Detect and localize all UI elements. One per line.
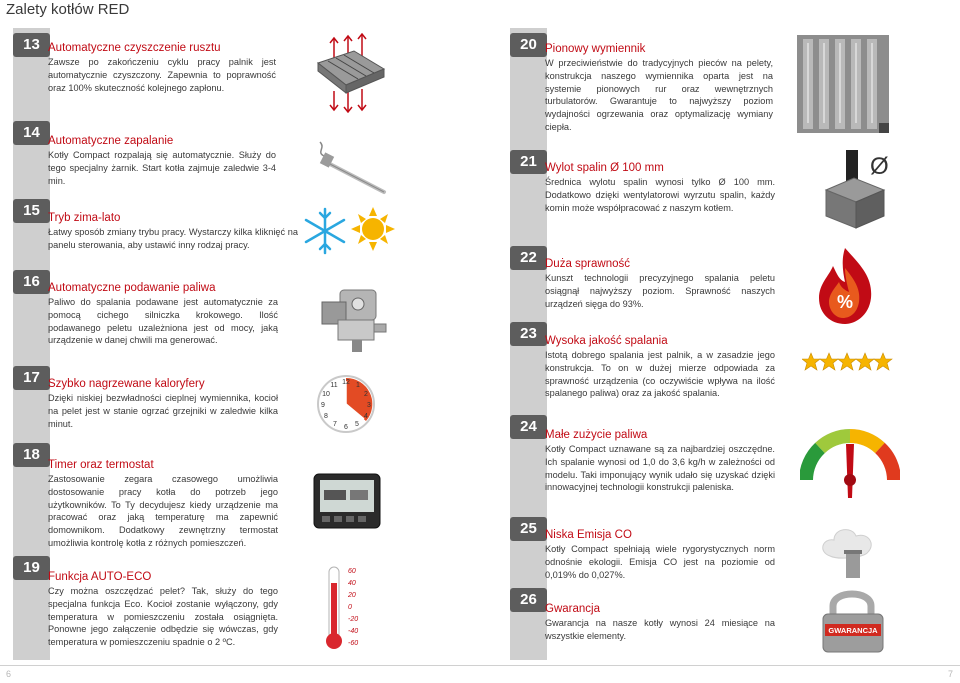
item-title: Gwarancja [545, 603, 600, 615]
scale-label: 40 [348, 580, 356, 587]
percent-symbol: % [836, 292, 854, 312]
item-body: W przeciwieństwie do tradycyjnych pieców na pelety, konstrukcja naszego wymiennika oparta jest na systemie pionowych rur oraz wewnętrznych turbulatorów. Gwarantuje to najwyższy poziom wydajności ogrzewania oraz optymalizację wymiany ciepła. [545, 58, 773, 132]
item-title: Małe zużycie paliwa [545, 429, 648, 441]
item-body: Kotły Compact spełniają wiele rygorystycznych norm odnośnie ekologii. Emisja CO jest na poziomie od 0,019% do 0,027%. [545, 544, 775, 580]
item-title: Automatyczne czyszczenie rusztu [48, 42, 221, 54]
scale-label: 0 [348, 604, 352, 611]
burner-grate-icon [310, 33, 390, 113]
scale-label: -60 [348, 640, 359, 647]
item-number: 21 [510, 150, 547, 174]
item-title: Niska Emisja CO [545, 529, 632, 541]
footer-divider [0, 665, 960, 666]
page-title: Zalety kotłów RED [6, 1, 130, 18]
item-title: Duża sprawność [545, 258, 631, 270]
item-title: Automatyczne zapalanie [48, 135, 174, 147]
item-body: Łatwy sposób zmiany trybu pracy. Wystarczy kilka kliknięć na panelu sterowania, aby ustawić inny rodzaj pracy. [48, 227, 298, 250]
heat-exchanger-icon [795, 33, 895, 137]
clock-number: 7 [333, 421, 337, 428]
item-body: Zastosowanie zegara czasowego umożliwia dostosowanie pracy kotła do potrzeb jego użytkowników. To Ty decydujesz kiedy urządzenie ma pracować oraz jaką temperaturę ma zapewnić domownikom. Dodatkowy zewnętrzny termostat umożliwia kontrolę kotła z różnych pomieszczeń. [48, 474, 278, 548]
item-title: Szybko nagrzewane kaloryfery [48, 378, 205, 390]
item-number: 25 [510, 517, 547, 541]
clock-icon [316, 374, 376, 434]
clock-number: 1 [356, 382, 360, 389]
item-number: 22 [510, 246, 547, 270]
item-number: 18 [13, 443, 50, 467]
page-number-right: 7 [948, 669, 954, 679]
padlock-label: GWARANCJA [828, 626, 878, 635]
item-number: 23 [510, 322, 547, 346]
item-body: Dzięki niskiej bezwładności cieplnej wymiennika, kocioł na pelet jest w stanie ogrzać grzejniki w zaledwie kilka minut. [48, 393, 278, 429]
page-number-left: 6 [6, 669, 12, 679]
item-body: Czy można oszczędzać pelet? Tak, służy do tego specjalna funkcja Eco. Kocioł zostanie wyłączony, gdy temperatura w pomieszczeniu została osiągnięta. Ponowne jego załączenie odbędzie się wówczas, gdy temperatura w pomieszczeniu spadnie o 2 ºC. [48, 586, 278, 648]
item-body: Istotą dobrego spalania jest palnik, a w zasadzie jego konstrukcja. To on w dużej mierze odpowiada za sprawność urządzenia (co oczywiście wpływa na ilość spalanego paliwa) oraz za jakość spalania. [545, 350, 775, 399]
item-number: 24 [510, 415, 547, 439]
item-number: 26 [510, 588, 547, 612]
thermostat-icon [312, 470, 382, 532]
item-number: 14 [13, 121, 50, 145]
clock-number: 3 [367, 402, 371, 409]
clock-number: 10 [322, 391, 330, 398]
flue-symbol: Ø [870, 153, 889, 180]
item-title: Tryb zima-lato [48, 212, 121, 224]
item-body: Paliwo do spalania podawane jest automatycznie za pomocą cichego silniczka krokowego. Ilość podawanego peletu uzależniona jest od mocy, jaką urządzenie w danej chwili ma generować. [48, 297, 278, 346]
item-title: Timer oraz termostat [48, 459, 154, 471]
clock-number: 12 [342, 379, 350, 386]
stars-icon [802, 352, 894, 374]
item-body: Gwarancja na nasze kotły wynosi 24 miesiące na wszystkie elementy. [545, 618, 775, 641]
item-title: Pionowy wymiennik [545, 43, 646, 55]
item-number: 15 [13, 199, 50, 223]
clock-number: 2 [364, 391, 368, 398]
item-body: Średnica wylotu spalin wynosi tylko Ø 100 mm. Dodatkowo dzięki wentylatorowi wyrzutu spalin, każdy komin może współpracować z naszym kotłem. [545, 177, 775, 213]
item-title: Wylot spalin Ø 100 mm [545, 162, 664, 174]
item-body: Zawsze po zakończeniu cyklu pracy palnik jest automatycznie czyszczony. Zapewnia to poprawność oraz 100% skuteczność kolejnego zapłonu. [48, 57, 276, 93]
item-number: 19 [13, 556, 50, 580]
scale-label: -40 [348, 628, 359, 635]
item-title: Automatyczne podawanie paliwa [48, 282, 216, 294]
item-number: 13 [13, 33, 50, 57]
scale-label: 20 [348, 592, 356, 599]
item-number: 16 [13, 270, 50, 294]
item-title: Wysoka jakość spalania [545, 335, 668, 347]
emission-chimney-icon [808, 516, 888, 580]
item-number: 20 [510, 33, 547, 57]
snowflake-sun-icon [303, 205, 403, 259]
item-number: 17 [13, 366, 50, 390]
gauge-icon [800, 420, 900, 500]
thermometer-icon [322, 563, 372, 651]
clock-number: 6 [344, 424, 348, 431]
clock-number: 8 [324, 413, 328, 420]
padlock-icon [815, 584, 895, 654]
item-title: Funkcja AUTO-ECO [48, 571, 152, 583]
clock-number: 4 [364, 413, 368, 420]
scale-label: 60 [348, 568, 356, 575]
clock-number: 11 [330, 382, 338, 389]
clock-number: 9 [321, 402, 325, 409]
flame-percent-icon [815, 246, 875, 326]
item-body: Kunszt technologii precyzyjnego spalania peletu osiągnął najwyższy poziom. Sprawność naszych urządzeń sięga do 93%. [545, 273, 775, 309]
item-body: Kotły Compact rozpalają się automatycznie. Służy do tego specjalny żarnik. Start kotła zajmuje zaledwie 3-4 min. [48, 150, 276, 186]
feeder-motor-icon [312, 284, 392, 354]
clock-number: 5 [355, 421, 359, 428]
flue-outlet-icon [820, 146, 910, 230]
igniter-icon [312, 138, 392, 196]
scale-label: -20 [348, 616, 359, 623]
item-body: Kotły Compact uznawane są za najbardziej oszczędne. Ich spalanie wynosi od 1,0 do 3,6 kg/h w zależności od modelu. Taki imponujący wynik udało się uzyskać dzięki innowacyjnej technologii konstrukcji paleniska. [545, 444, 775, 493]
